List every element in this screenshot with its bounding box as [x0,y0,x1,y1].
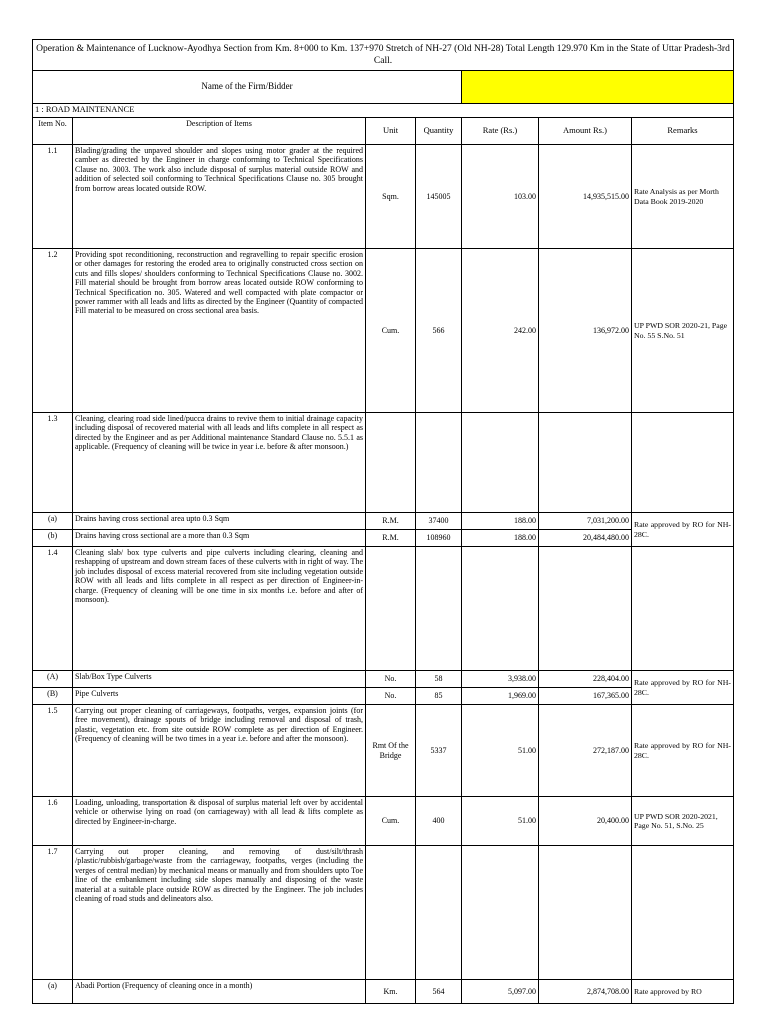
boq-sheet [32,39,734,1004]
item-remarks [632,413,734,513]
table-row [33,547,734,671]
item-amount [539,846,632,980]
item-unit: Rmt Of the Bridge [366,705,416,797]
item-remarks: UP PWD SOR 2020-2021, Page No. 51, S.No. 25 [632,797,734,846]
item-quantity: 564 [416,980,462,1004]
item-description: Drains having cross sectional area upto 0.3 Sqm [73,513,366,530]
item-remarks: Rate Analysis as per Morth Data Book 2019-2020 [632,145,734,249]
item-remarks: Rate approved by RO for NH-28C. [632,671,734,705]
item-quantity: 108960 [416,530,462,547]
item-description: Slab/Box Type Culverts [73,671,366,688]
item-no: 1.7 [33,846,73,980]
item-quantity: 37400 [416,513,462,530]
item-rate: 3,938.00 [462,671,539,688]
table-row [33,145,734,249]
header-unit: Unit [366,118,416,145]
item-quantity: 145005 [416,145,462,249]
item-no: (a) [33,513,73,530]
table-row [33,797,734,846]
item-no: 1.3 [33,413,73,513]
item-rate: 242.00 [462,249,539,413]
item-no: 1.5 [33,705,73,797]
item-description: Cleaning slab/ box type culverts and pipe culverts including clearing, cleaning and reshapping of upstream and down stream faces of these culverts with in right of way. The job includes disposal of excess material recovered from site including vegetation outside ROW with all leads and lifts complete in all respect as per direction of Engineer-in-charge. (Frequency of cleaning will be one time in six months i.e. before and after of monsoon). [73,547,366,671]
table-row [33,688,734,705]
item-amount [539,413,632,513]
table-row [33,980,734,1004]
item-description: Drains having cross sectional are a more than 0.3 Sqm [73,530,366,547]
item-rate [462,547,539,671]
item-rate: 188.00 [462,530,539,547]
item-quantity: 58 [416,671,462,688]
item-quantity [416,547,462,671]
item-amount: 14,935,515.00 [539,145,632,249]
item-no: 1.2 [33,249,73,413]
item-rate [462,413,539,513]
item-remarks: UP PWD SOR 2020-21, Page No. 55 S.No. 51 [632,249,734,413]
item-amount: 272,187.00 [539,705,632,797]
item-unit: Km. [366,980,416,1004]
item-amount: 20,484,480.00 [539,530,632,547]
item-description: Carrying out proper cleaning, and removing of dust/silt/thrash /plastic/rubbish/garbage/waste from the carriageway, footpaths, verges (including the verges of central median) by mechanical means or manually and from shoulders upto Toe line of the embankment including side slopes manually and disposing of the waste material at a suitable place outside ROW as directed by the Engineer. The job includes cleaning of road studs and delineators also. [73,846,366,980]
item-remarks [632,846,734,980]
item-no: (B) [33,688,73,705]
item-amount: 2,874,708.00 [539,980,632,1004]
item-no: (A) [33,671,73,688]
item-unit: R.M. [366,513,416,530]
item-description: Providing spot reconditioning, reconstruction and regravelling to repair specific erosion or other damages for restoring the eroded area to originally constructed cross section on cuts and fills slopes/ shoulders conforming to Technical Specifications Clause no. 3002. Fill material should be brought from borrow areas located outside ROW conforming to Technical Specification no. 305. Watered and well compacted with plate compactor or power rammer with all leads and lifts as directed by the Engineer (Quantity of compacted Fill material to be measured on cross sectional area basis. [73,249,366,413]
header-item-no: Item No. [33,118,73,145]
header-remarks: Remarks [632,118,734,145]
table-row [33,530,734,547]
item-quantity: 85 [416,688,462,705]
item-description: Cleaning, clearing road side lined/pucca drains to revive them to initial drainage capacity including disposal of recovered material with all leads and lifts complete in all respect as directed by the Engineer and as per Additional maintenance Standard Clause no. 5.5.1 as applicable. (Frequency of cleaning will be twice in year i.e. before & after monsoon.) [73,413,366,513]
item-description: Blading/grading the unpaved shoulder and slopes using motor grader at the required camber as directed by the Engineer in charge conforming to Technical Specifications Clause no. 3003. The work also include disposal of surplus material outside ROW and addition of selected soil conforming to Technical Specifications Clause no. 305 brought from borrow areas located outside ROW. [73,145,366,249]
item-unit: No. [366,688,416,705]
header-amount: Amount Rs.) [539,118,632,145]
table-row [33,513,734,530]
item-no: 1.1 [33,145,73,249]
item-quantity [416,846,462,980]
item-unit: Sqm. [366,145,416,249]
item-amount: 7,031,200.00 [539,513,632,530]
item-amount: 167,365.00 [539,688,632,705]
table-row [33,846,734,980]
item-description: Abadi Portion (Frequency of cleaning once in a month) [73,980,366,1004]
table-row [33,671,734,688]
item-amount: 20,400.00 [539,797,632,846]
table-row [33,249,734,413]
item-unit: No. [366,671,416,688]
firm-name-field[interactable] [462,71,734,104]
item-rate: 103.00 [462,145,539,249]
item-rate: 51.00 [462,797,539,846]
item-unit [366,846,416,980]
item-description: Carrying out proper cleaning of carriageways, footpaths, verges, expansion joints (for free movement), drainage spouts of bridge including removal and disposal of trash, plastic, vegetation etc. from site outside ROW complete as per direction of Engineer. (Frequency of cleaning will be two times in a year i.e. before and after the monsoon). [73,705,366,797]
item-unit [366,547,416,671]
firm-name-label: Name of the Firm/Bidder [33,71,462,104]
item-no: 1.6 [33,797,73,846]
item-unit: Cum. [366,797,416,846]
section-heading: 1 : ROAD MAINTENANCE [33,104,734,118]
item-no: 1.4 [33,547,73,671]
table-row [33,705,734,797]
item-rate: 5,097.00 [462,980,539,1004]
item-unit: R.M. [366,530,416,547]
item-rate [462,846,539,980]
document-title: Operation & Maintenance of Lucknow-Ayodhya Section from Km. 8+000 to Km. 137+970 Stretch of NH-27 (Old NH-28) Total Length 129.970 Km in the State of Uttar Pradesh-3rd Call. [33,40,734,71]
table-row [33,413,734,513]
item-remarks: Rate approved by RO [632,980,734,1004]
item-remarks [632,547,734,671]
item-quantity: 566 [416,249,462,413]
item-rate: 51.00 [462,705,539,797]
header-quantity: Quantity [416,118,462,145]
item-quantity: 400 [416,797,462,846]
item-amount: 136,972.00 [539,249,632,413]
item-description: Pipe Culverts [73,688,366,705]
item-amount [539,547,632,671]
item-remarks: Rate approved by RO for NH-28C. [632,705,734,797]
item-amount: 228,404.00 [539,671,632,688]
item-remarks: Rate approved by RO for NH-28C. [632,513,734,547]
item-description: Loading, unloading, transportation & disposal of surplus material left over by accidental vehicle or otherwise lying on road (on carriageway) with all lead & lifts complete as directed by Engineer-in-charge. [73,797,366,846]
header-description: Description of Items [73,118,366,145]
header-rate: Rate (Rs.) [462,118,539,145]
item-no: (a) [33,980,73,1004]
item-quantity [416,413,462,513]
item-unit [366,413,416,513]
item-quantity: 5337 [416,705,462,797]
item-rate: 188.00 [462,513,539,530]
item-rate: 1,969.00 [462,688,539,705]
item-unit: Cum. [366,249,416,413]
item-no: (b) [33,530,73,547]
